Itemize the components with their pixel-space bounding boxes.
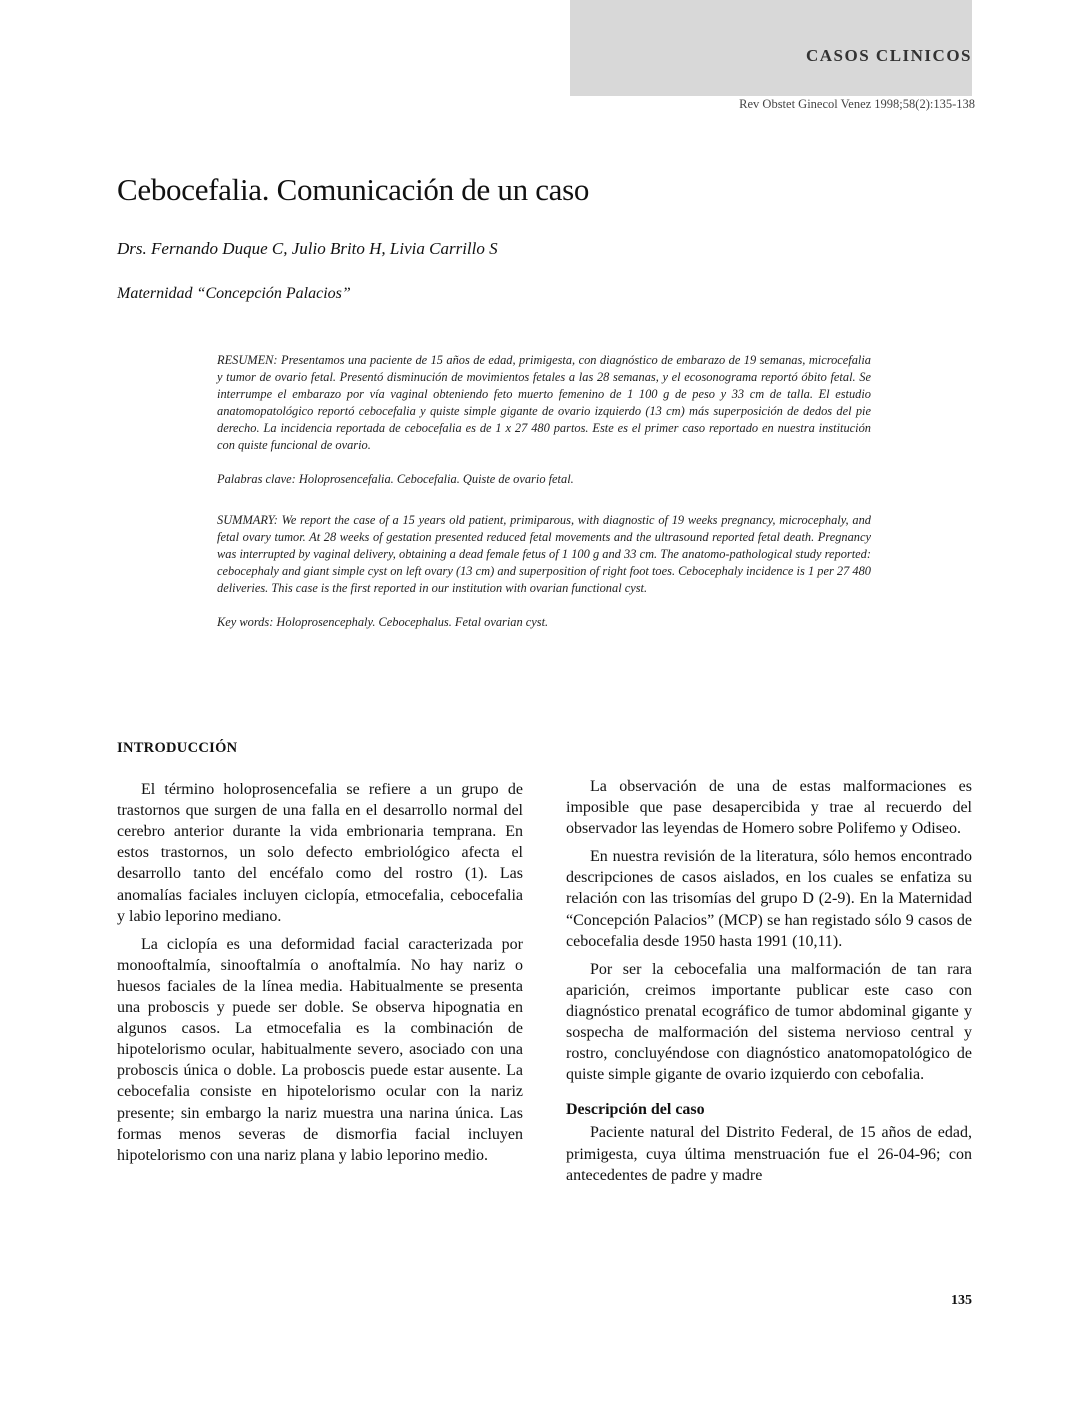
article-title: Cebocefalia. Comunicación de un caso: [117, 172, 590, 207]
body-paragraph: La observación de una de estas malformaciones es imposible que pase desapercibida y trae al recuerdo del observador las leyendas de Homero sobre Polifemo y Odiseo.: [566, 778, 972, 838]
body-paragraph: Por ser la cebocefalia una malformación de tan rara aparición, creimos importante publicar este caso con diagnóstico prenatal ecográfico de tumor abdominal gigante y sospecha de malformación del sistema nervioso central y rostro, concluyéndose con diagnóstico anatomopatológico de quiste simple gigante de ovario izquierdo con cebofalia.: [566, 960, 972, 1084]
body-columns: [117, 738, 972, 1258]
left-column: [117, 738, 523, 1173]
article-affiliation: Maternidad “Concepción Palacios”: [117, 285, 351, 302]
right-column: [566, 776, 972, 1193]
body-paragraph: La ciclopía es una deformidad facial caracterizada por monooftalmía, sinooftalmía o anoftalmía. No hay nariz o huesos faciales de la línea media. Habitualmente se presenta una proboscis y puede ser doble. Se observa hipognatia en algunos casos. La etmocefalia es la combinación de hipotelorismo ocular, habitualmente severo, asociado con una proboscis única o doble. La proboscis puede estar ausente. La cebocefalia consiste en hipotelorismo ocular con la nariz presente; sin embargo la nariz muestra una narina única. Las formas menos severas de dismorfia facial incluyen hipotelorismo con una nariz plana y labio leporino medio.: [117, 935, 523, 1164]
key-words: Key words: Holoprosencephaly. Cebocephalus. Fetal ovarian cyst.: [217, 615, 549, 629]
body-paragraph: En nuestra revisión de la literatura, sólo hemos encontrado descripciones de casos aislados, en los cuales se enfatiza su relación con las trisomías del grupo D (2-9). En la Maternidad “Concepción Palacios” (MCP) se han registado sólo 9 casos de cebocefalia desde 1950 hasta 1991 (10,11).: [566, 848, 972, 950]
palabras-clave: Palabras clave: Holoprosencefalia. Cebocefalia. Quiste de ovario fetal.: [217, 472, 574, 486]
article-authors: Drs. Fernando Duque C, Julio Brito H, Livia Carrillo S: [117, 239, 498, 258]
case-description-heading: Descripción del caso: [566, 1101, 705, 1119]
page-number: 135: [951, 1293, 972, 1308]
body-paragraph: El término holoprosencefalia se refiere a un grupo de trastornos que surgen de una falla en el desarrollo normal del cerebro anterior durante la vida embrionaria temprana. En estos trastornos, un solo defecto embriológico afecta el desarrollo tanto del encéfalo como del rostro (1). Las anomalías faciales incluyen ciclopía, etmocefalia, cebocefalia y labio leporino mediano.: [117, 781, 523, 925]
resumen-paragraph: RESUMEN: Presentamos una paciente de 15 años de edad, primigesta, con diagnóstico de embarazo de 19 semanas, microcefalia y tumor de ovario fetal. Presentó disminución de movimientos fetales a las 28 semanas, y el ecosonograma reportó óbito fetal. Se interrumpe el embarazo por vía vaginal obteniendo feto muerto femenino de 1 100 g de peso y 33 cm de talla. El estudio anatomopatológico reportó cebocefalia y quiste simple gigante de ovario izquierdo (13 cm) más superposición de dedos del pie derecho. La incidencia reportada de cebocefalia es de 1 x 27 480 partos. Este es el primer caso reportado en nuestra institución con quiste funcional de ovario.: [217, 353, 871, 452]
abstract-block: [217, 352, 871, 648]
section-label: CASOS CLINICOS: [805, 46, 972, 65]
introduction-heading: INTRODUCCIÓN: [117, 740, 238, 756]
body-paragraph: Paciente natural del Distrito Federal, de 15 años de edad, primigesta, cuya última menstruación fue el 26-04-96; con antecedentes de padre y madre: [566, 1124, 972, 1184]
summary-paragraph: SUMMARY: We report the case of a 15 years old patient, primiparous, with diagnostic of 19 weeks pregnancy, microcephaly, and fetal ovary tumor. At 28 weeks of gestation presented reduced fetal movements and the ultrasound reported fetal death. Pregnancy was interrupted by vaginal delivery, obtaining a dead female fetus of 1 100 g and 33 cm. The anatomo-pathological study reported: cebocephaly and giant simple cyst on left ovary (13 cm) and superposition of right foot toes. Cebocephaly incidence is 1 per 27 480 deliveries. This case is the first reported in our institution with ovarian functional cyst.: [217, 513, 871, 595]
journal-reference: Rev Obstet Ginecol Venez 1998;58(2):135-138: [739, 97, 975, 111]
